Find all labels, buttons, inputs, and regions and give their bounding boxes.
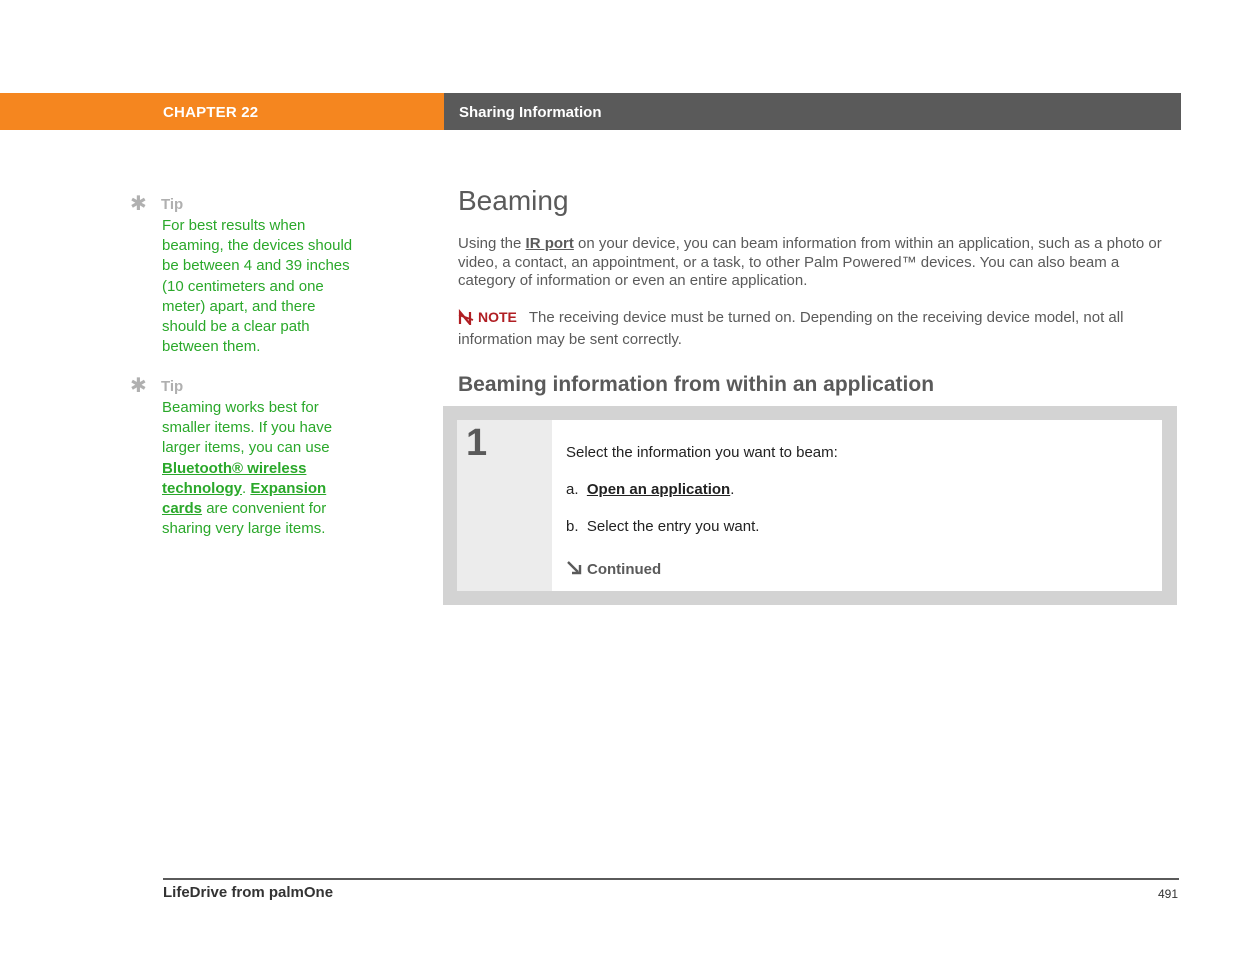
step-item-a-suffix: . [730, 481, 735, 498]
continued-label: Continued [587, 560, 662, 578]
step-instruction: Select the information you want to beam: [566, 444, 838, 461]
note-text: The receiving device must be turned on. Depending on the receiving device model, not all information may be sent correctly. [458, 309, 1124, 348]
step-item-b-text: Select the entry you want. [586, 518, 760, 535]
tip-text-before: Beaming works best for smaller items. If you have larger items, you can use [162, 399, 333, 457]
chapter-label: CHAPTER 22 [163, 104, 259, 121]
note-label: NOTE [478, 309, 517, 325]
tip-text-after: are convenient for sharing very large items. [162, 500, 327, 538]
note-paragraph [458, 308, 1178, 349]
intro-text-before: Using the [458, 235, 526, 252]
continued-indicator[interactable] [566, 559, 661, 579]
footer-divider [163, 878, 1179, 880]
intro-text-after: on your device, you can beam information from within an application, such as a photo or video, a contact, an appointment, or a task, to other Palm Powered™ devices. You can also beam a category of information or even an entire application. [458, 235, 1162, 289]
page-number: 491 [1157, 887, 1178, 901]
step-item-a-prefix: a. [566, 481, 579, 498]
subsection-title: Beaming information from within an application [458, 373, 935, 396]
bluetooth-link[interactable]: Bluetooth® wireless technology [162, 459, 307, 497]
tip-text-between: . [242, 479, 251, 497]
step-item-a [566, 481, 734, 498]
step-item-b-prefix: b. [566, 518, 579, 535]
open-application-link[interactable]: Open an application [586, 481, 731, 498]
intro-paragraph [458, 235, 1178, 291]
page-title: Beaming [458, 185, 569, 216]
footer-book-title: LifeDrive from palmOne [163, 884, 334, 901]
note-icon [458, 309, 474, 330]
step-item-b [566, 518, 759, 535]
expansion-cards-link[interactable]: Expansion cards [162, 479, 327, 518]
section-title: Sharing Information [459, 104, 602, 121]
asterisk-icon: ✱ [130, 375, 147, 397]
tip-box-2 [130, 376, 360, 539]
arrow-down-right-icon [566, 559, 582, 579]
tip-title: Tip [161, 377, 184, 395]
tip-text [162, 398, 354, 539]
tip-title: Tip [161, 195, 184, 213]
ir-port-link[interactable]: IR port [525, 235, 574, 252]
step-number: 1 [466, 422, 488, 464]
asterisk-icon: ✱ [130, 193, 147, 215]
tip-box-1 [130, 194, 360, 357]
tip-text: For best results when beaming, the devices should be between 4 and 39 inches (10 centimeters and one meter) apart, and there should be a clear path between them. [162, 217, 353, 356]
